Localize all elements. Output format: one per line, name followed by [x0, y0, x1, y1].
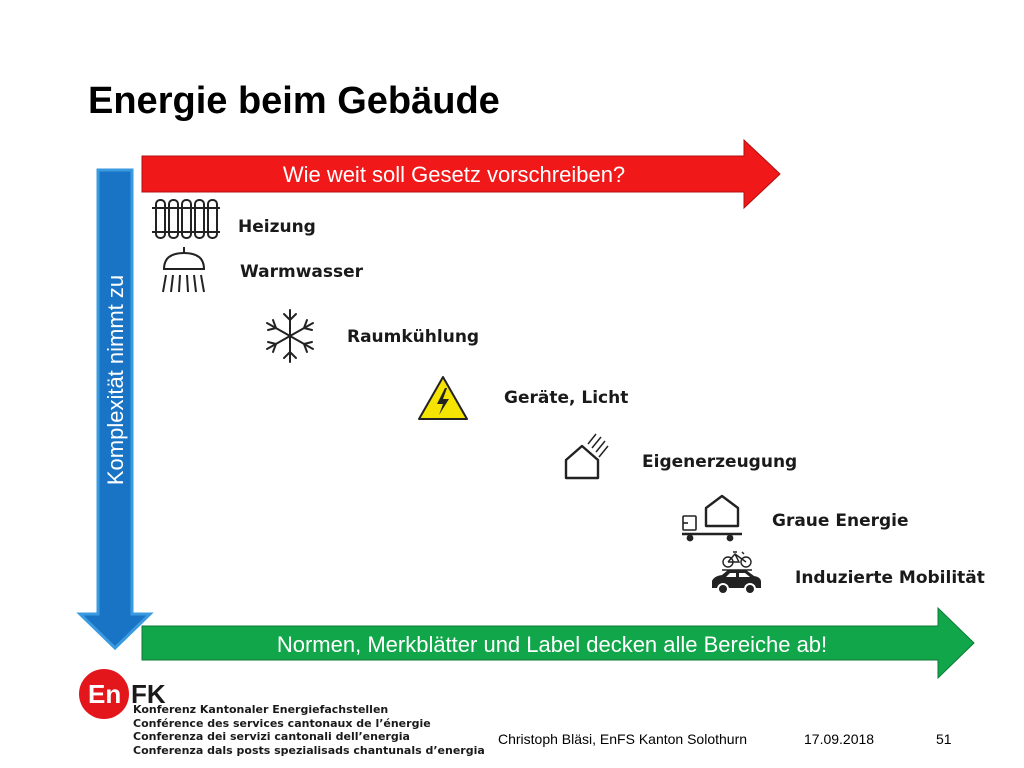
item-label-geraete-licht: Geräte, Licht: [504, 388, 629, 408]
logo-mark-suffix: FK: [131, 679, 166, 709]
logo-line-it: Conferenza dei servizi cantonali dell’energia: [133, 730, 410, 743]
footer-page-number: 51: [936, 731, 952, 747]
logo-line-rm: Conferenza dals posts spezialisads chantunals d’energia: [133, 743, 485, 757]
item-label-graue-energie: Graue Energie: [772, 511, 909, 531]
lightning-warning-icon: [416, 374, 470, 422]
item-label-raumkuehlung: Raumkühlung: [347, 327, 480, 347]
item-label-induzierte-mobilitaet: Induzierte Mobilität: [795, 568, 985, 588]
slide-title: Energie beim Gebäude: [88, 80, 500, 122]
snowflake-icon: [262, 308, 318, 364]
solar-house-icon: [562, 432, 610, 482]
shower-icon: [158, 245, 210, 295]
item-label-heizung: Heizung: [238, 217, 316, 237]
radiator-icon: [150, 196, 222, 242]
logo-organization-names: [133, 703, 485, 757]
logo-line-de: Konferenz Kantonaler Energiefachstellen: [133, 703, 389, 716]
item-label-eigenerzeugung: Eigenerzeugung: [642, 452, 798, 472]
logo-mark-prefix: En: [88, 679, 122, 709]
vertical-arrow-label: Komplexität nimmt zu: [103, 274, 128, 486]
car-bicycle-icon: [708, 548, 764, 598]
footer-author: Christoph Bläsi, EnFS Kanton Solothurn: [498, 731, 748, 747]
red-arrow-label: Wie weit soll Gesetz vorschreiben?: [282, 162, 626, 187]
footer-date: 17.09.2018: [804, 731, 875, 747]
green-arrow-label: Normen, Merkblätter und Label decken alle Bereiche ab!: [276, 632, 828, 657]
item-label-warmwasser: Warmwasser: [240, 262, 364, 282]
truck-house-icon: [680, 492, 746, 544]
logo-line-fr: Conférence des services cantonaux de l’énergie: [133, 716, 431, 730]
